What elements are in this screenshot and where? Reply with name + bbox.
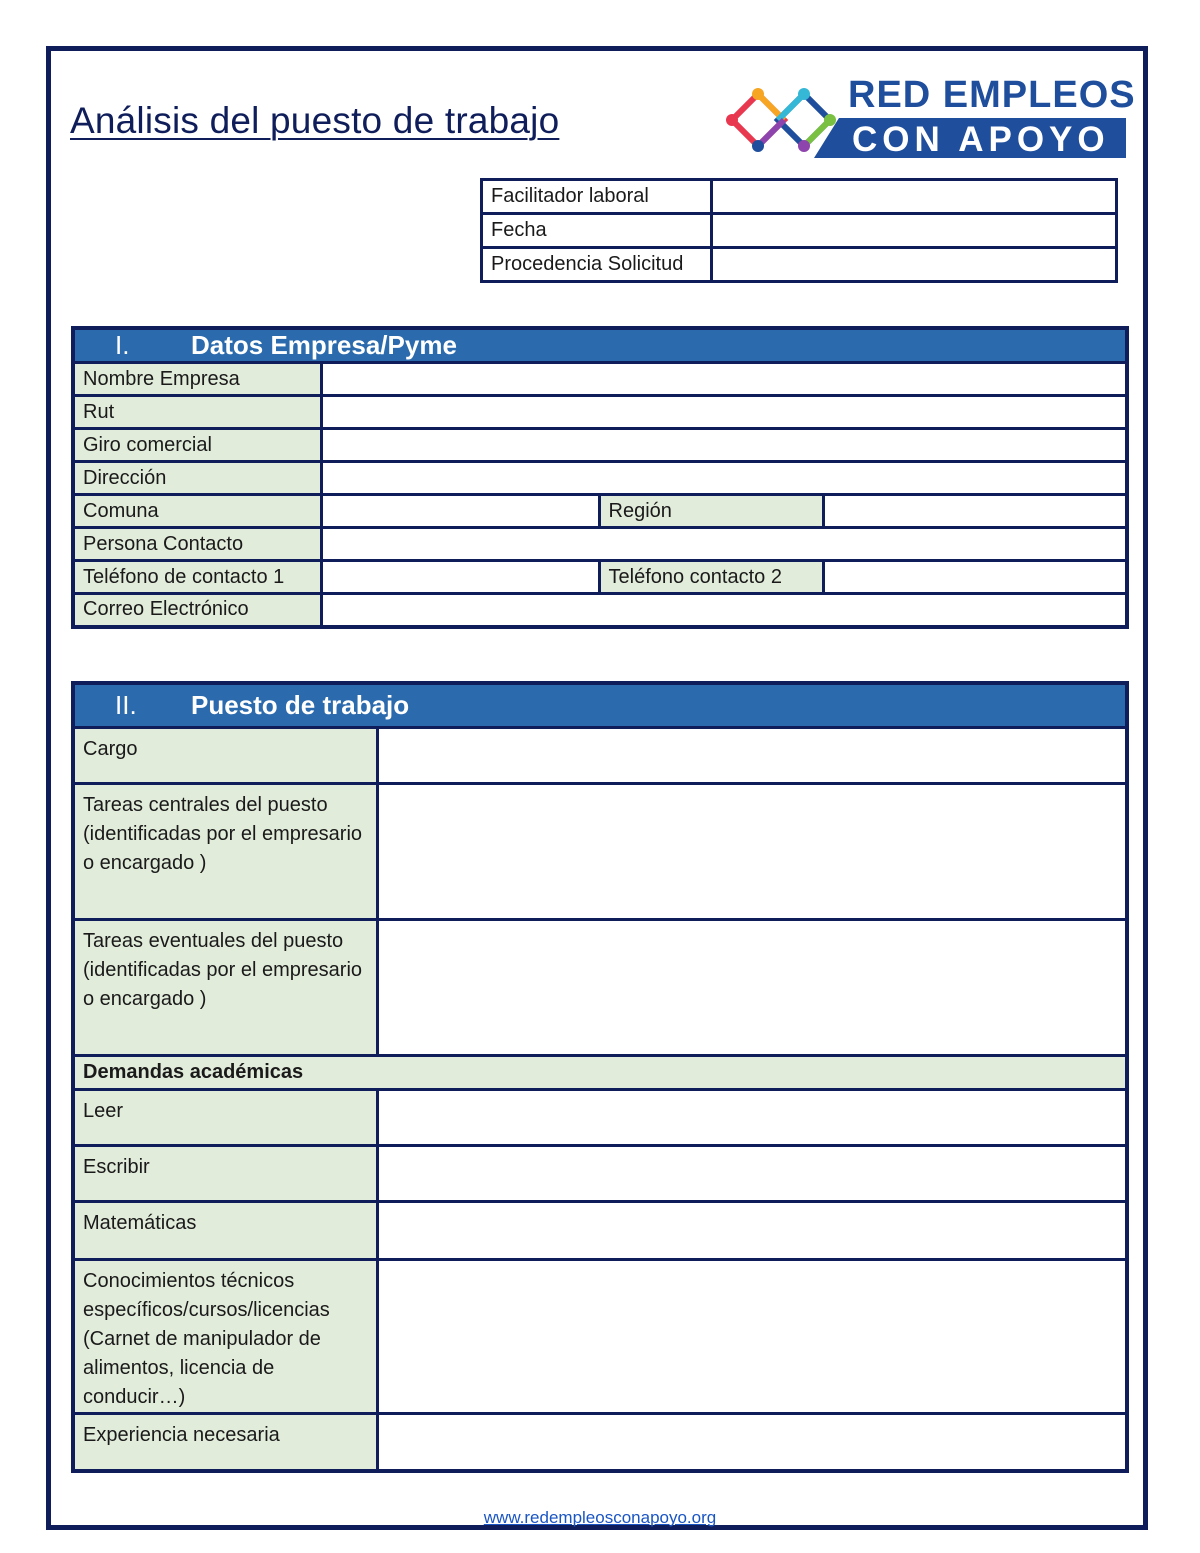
form-row [73,528,1127,561]
form-row [73,1089,1127,1145]
logo-text-bottom: CON APOYO [852,120,1110,159]
form-row [73,1413,1127,1471]
logo-text-top: RED EMPLEOS [848,74,1136,116]
field-label: Comuna [73,495,321,528]
cargo-field[interactable] [377,727,1127,783]
section-header-cell [73,328,1127,363]
section-number: II. [115,689,137,720]
section-header-cell [73,683,1127,727]
form-row [73,727,1127,783]
meta-label: Facilitador laboral [482,180,712,214]
tareas-centrales-field[interactable] [377,783,1127,919]
form-row [73,919,1127,1055]
section-number: I. [115,330,130,360]
form-row [73,783,1127,919]
form-row [73,396,1127,429]
form-row [73,594,1127,627]
field-label: Región [599,495,823,528]
field-label: Teléfono de contacto 1 [73,561,321,594]
comuna-field[interactable] [321,495,599,528]
tareas-eventuales-field[interactable] [377,919,1127,1055]
leer-field[interactable] [377,1089,1127,1145]
meta-label: Procedencia Solicitud [482,248,712,282]
correo-field[interactable] [321,594,1127,627]
section-header [73,328,1127,363]
form-row [73,1259,1127,1413]
field-label: Matemáticas [73,1201,377,1259]
telefono2-field[interactable] [823,561,1127,594]
logo [722,74,1136,164]
field-label: Correo Electrónico [73,594,321,627]
field-label: Experiencia necesaria [73,1413,377,1471]
section-header [73,683,1127,727]
field-label: Escribir [73,1145,377,1201]
field-label: Cargo [73,727,377,783]
telefono1-field[interactable] [321,561,599,594]
field-label: Conocimientos técnicos específicos/cursos/licencias (Carnet de manipulador de alimentos, licencia de conducir…) [73,1259,377,1413]
region-field[interactable] [823,495,1127,528]
meta-label: Fecha [482,214,712,248]
meta-value-field[interactable] [712,248,1117,282]
form-row [73,561,1127,594]
demandas-subheader: Demandas académicas [73,1055,1127,1089]
field-label: Giro comercial [73,429,321,462]
field-label: Dirección [73,462,321,495]
meta-value-field[interactable] [712,214,1117,248]
field-label: Tareas eventuales del puesto (identificadas por el empresario o encargado ) [73,919,377,1055]
experiencia-field[interactable] [377,1413,1127,1471]
meta-table [480,178,1118,283]
form-row [73,495,1127,528]
form-row [73,1145,1127,1201]
nombre-empresa-field[interactable] [321,363,1127,396]
field-label: Teléfono contacto 2 [599,561,823,594]
section-empresa-table [71,326,1129,629]
escribir-field[interactable] [377,1145,1127,1201]
subheader-row [73,1055,1127,1089]
field-label: Nombre Empresa [73,363,321,396]
matematicas-field[interactable] [377,1201,1127,1259]
section-title: Datos Empresa/Pyme [191,330,457,360]
field-label: Persona Contacto [73,528,321,561]
direccion-field[interactable] [321,462,1127,495]
meta-row [482,248,1117,282]
section-puesto-table [71,681,1129,1473]
form-row [73,462,1127,495]
footer-link[interactable]: www.redempleosconapoyo.org [483,1508,717,1527]
form-row [73,429,1127,462]
form-row [73,1201,1127,1259]
conocimientos-field[interactable] [377,1259,1127,1413]
meta-row [482,180,1117,214]
meta-row [482,214,1117,248]
form-row [73,363,1127,396]
rut-field[interactable] [321,396,1127,429]
meta-value-field[interactable] [712,180,1117,214]
giro-field[interactable] [321,429,1127,462]
section-title: Puesto de trabajo [191,689,410,720]
field-label: Rut [73,396,321,429]
field-label: Leer [73,1089,377,1145]
page-title: Análisis del puesto de trabajo [70,100,560,141]
field-label: Tareas centrales del puesto (identificadas por el empresario o encargado ) [73,783,377,919]
persona-contacto-field[interactable] [321,528,1127,561]
